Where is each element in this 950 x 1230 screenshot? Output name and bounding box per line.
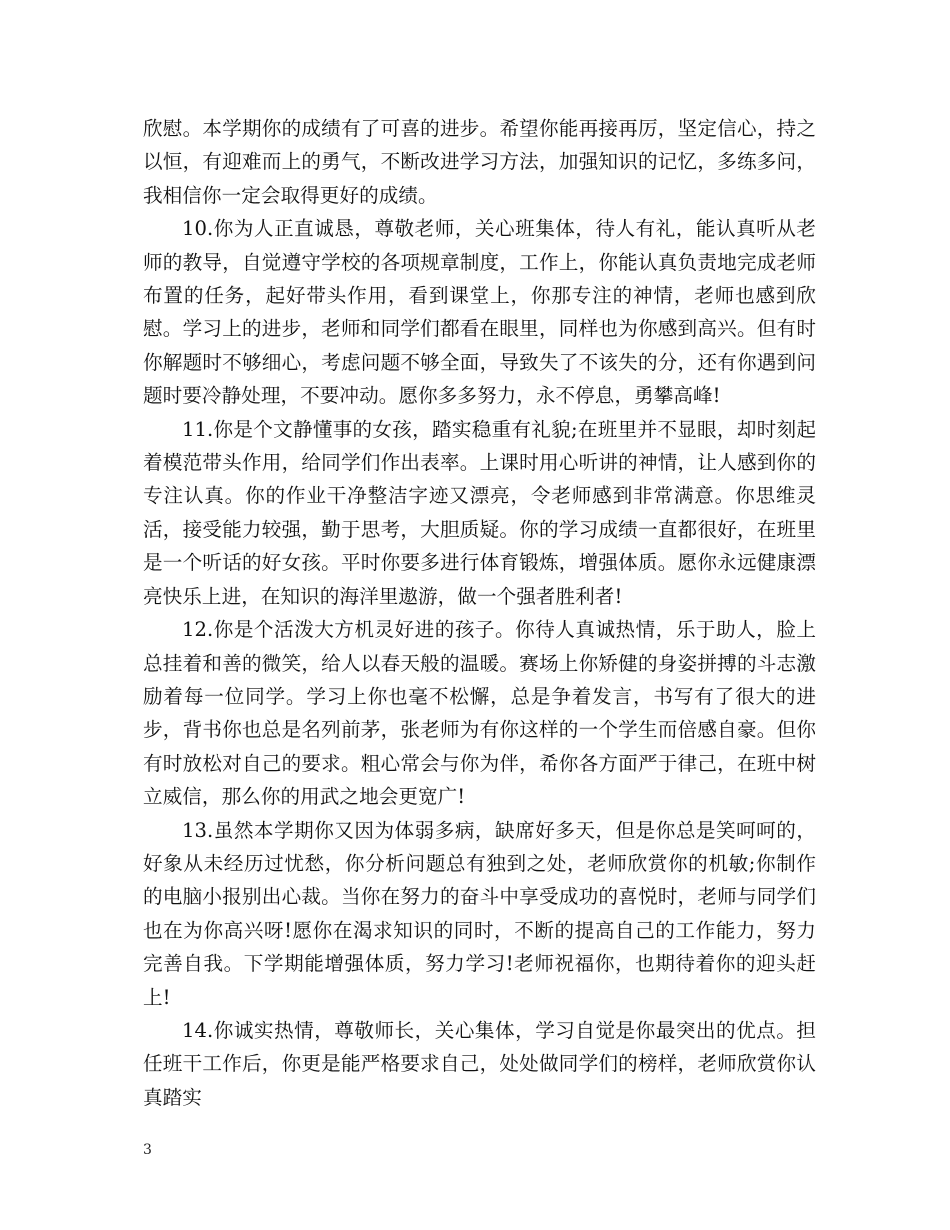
paragraph-comment-10: 10.你为人正直诚恳，尊敬老师，关心班集体，待人有礼，能认真听从老师的教导，自觉遵守学校的各项规章制度，工作上，你能认真负责地完成老师布置的任务，起好带头作用，看到课堂上，你那专注的神情，老师也感到欣慰。学习上的进步，老师和同学们都看在眼里，同样也为你感到高兴。但有时你解题时不够细心，考虑问题不够全面，导致失了不该失的分，还有你遇到问题时要冷静处理，不要冲动。愿你多多努力，永不停息，勇攀高峰! [143, 217, 816, 408]
paragraph-comment-14: 14.你诚实热情，尊敬师长，关心集体，学习自觉是你最突出的优点。担任班干工作后，你更是能严格要求自己，处处做同学们的榜样，老师欣赏你认真踏实 [143, 1018, 816, 1109]
page-number: 3 [143, 1142, 152, 1158]
paragraph-continuation: 欣慰。本学期你的成绩有了可喜的进步。希望你能再接再厉，坚定信心，持之以恒，有迎难而上的勇气，不断改进学习方法，加强知识的记忆，多练多问，我相信你一定会取得更好的成绩。 [143, 117, 816, 207]
paragraph-comment-13: 13.虽然本学期你又因为体弱多病，缺席好多天，但是你总是笑呵呵的，好象从未经历过忧愁，你分析问题总有独到之处，老师欣赏你的机敏;你制作的电脑小报别出心裁。当你在努力的奋斗中享受成功的喜悦时，老师与同学们也在为你高兴呀!愿你在渴求知识的同时，不断的提高自己的工作能力，努力完善自我。下学期能增强体质，努力学习!老师祝福你，也期待着你的迎头赶上! [143, 818, 816, 1009]
paragraph-comment-12: 12.你是个活泼大方机灵好进的孩子。你待人真诚热情，乐于助人，脸上总挂着和善的微笑，给人以春天般的温暖。赛场上你矫健的身姿拼搏的斗志激励着每一位同学。学习上你也毫不松懈，总是争着发言，书写有了很大的进步，背书你也总是名列前茅，张老师为有你这样的一个学生而倍感自豪。但你有时放松对自己的要求。粗心常会与你为伴，希你各方面严于律己，在班中树立威信，那么你的用武之地会更宽广! [143, 618, 816, 809]
paragraph-comment-11: 11.你是个文静懂事的女孩，踏实稳重有礼貌;在班里并不显眼，却时刻起着模范带头作用，给同学们作出表率。上课时用心听讲的神情，让人感到你的专注认真。你的作业干净整洁字迹又漂亮，令老师感到非常满意。你思维灵活，接受能力较强，勤于思考，大胆质疑。你的学习成绩一直都很好，在班里是一个听话的好女孩。平时你要多进行体育锻炼，增强体质。愿你永远健康漂亮快乐上进，在知识的海洋里遨游，做一个强者胜利者! [143, 417, 816, 608]
document-body [143, 112, 816, 1114]
